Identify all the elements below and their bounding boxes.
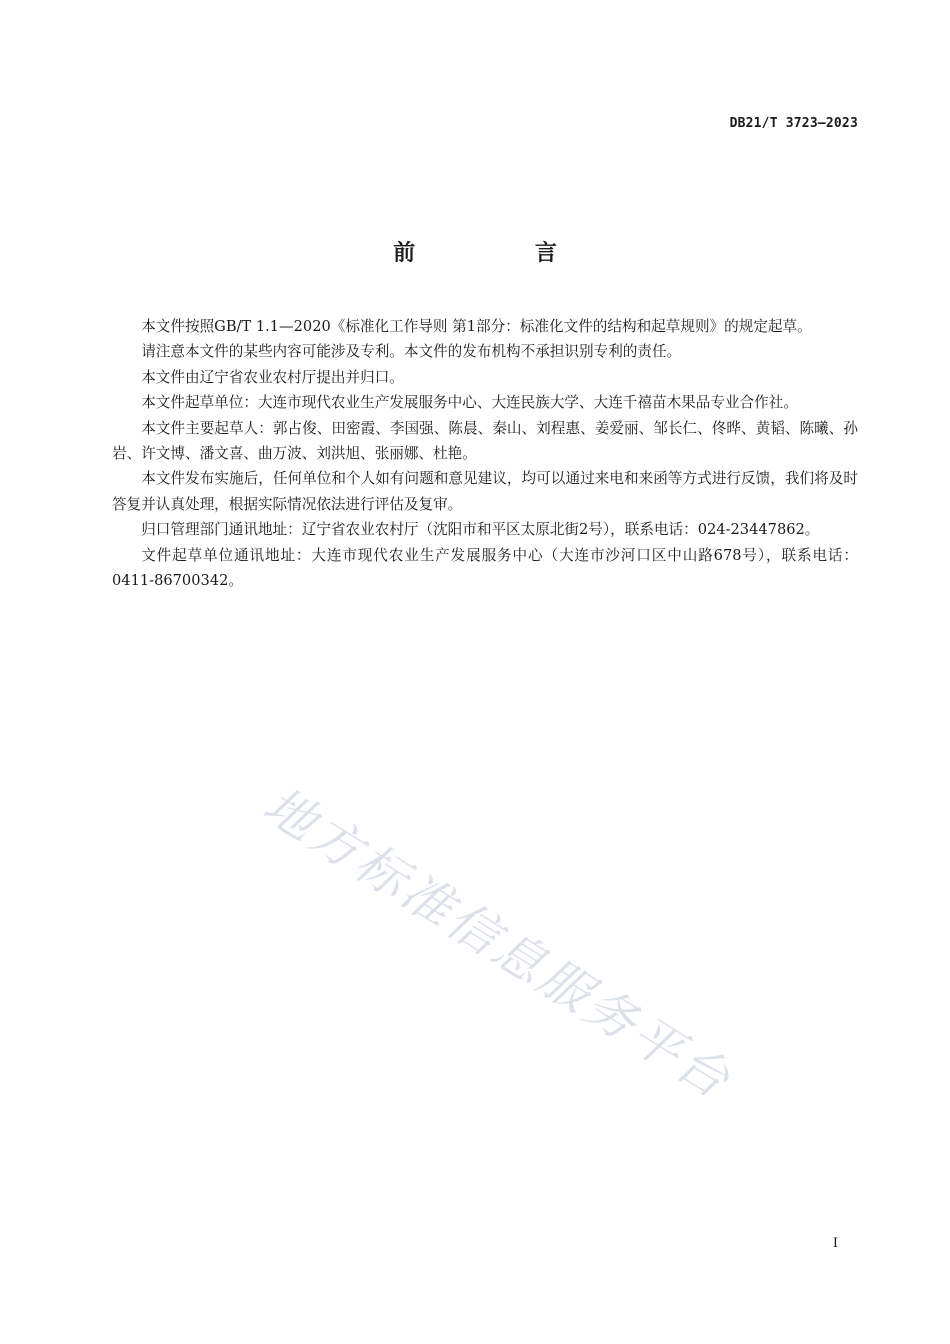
paragraph-drafting-units: 本文件起草单位：大连市现代农业生产发展服务中心、大连民族大学、大连千禧苗木果品专业合作社。 [141,394,798,412]
page-title: 前 言 [393,241,613,266]
preface-body [112,314,858,593]
paragraph-feedback: 本文件发布实施后，任何单位和个人如有问题和意见建议，均可以通过来电和来函等方式进行反馈，我们将及时答复并认真处理，根据实际情况依法进行评估及复审。 [112,470,858,513]
watermark: 地方标准信息服务平台 [253,775,743,1112]
paragraph-patent-notice: 请注意本文件的某些内容可能涉及专利。本文件的发布机构不承担识别专利的责任。 [141,343,682,361]
paragraph-drafter-address: 文件起草单位通讯地址：大连市现代农业生产发展服务中心（大连市沙河口区中山路678号），联系电话：0411-86700342。 [112,546,858,590]
paragraph-management-address: 归口管理部门通讯地址：辽宁省农业农村厅（沈阳市和平区太原北街2号），联系电话：024-23447862。 [141,521,820,539]
document-code: DB21/T 3723—2023 [729,116,858,131]
paragraph-proposer: 本文件由辽宁省农业农村厅提出并归口。 [141,368,404,386]
page-number: I [832,1236,838,1251]
paragraph-drafting-rules: 本文件按照GB/T 1.1—2020《标准化工作导则 第1部分：标准化文件的结构和起草规则》的规定起草。 [141,318,812,335]
paragraph-drafters: 本文件主要起草人：郭占俊、田密霞、李国强、陈晨、秦山、刘程惠、姜爱丽、邹长仁、佟晔、黄韬、陈曦、孙岩、许文博、潘文喜、曲万波、刘洪旭、张丽娜、杜艳。 [112,419,858,463]
